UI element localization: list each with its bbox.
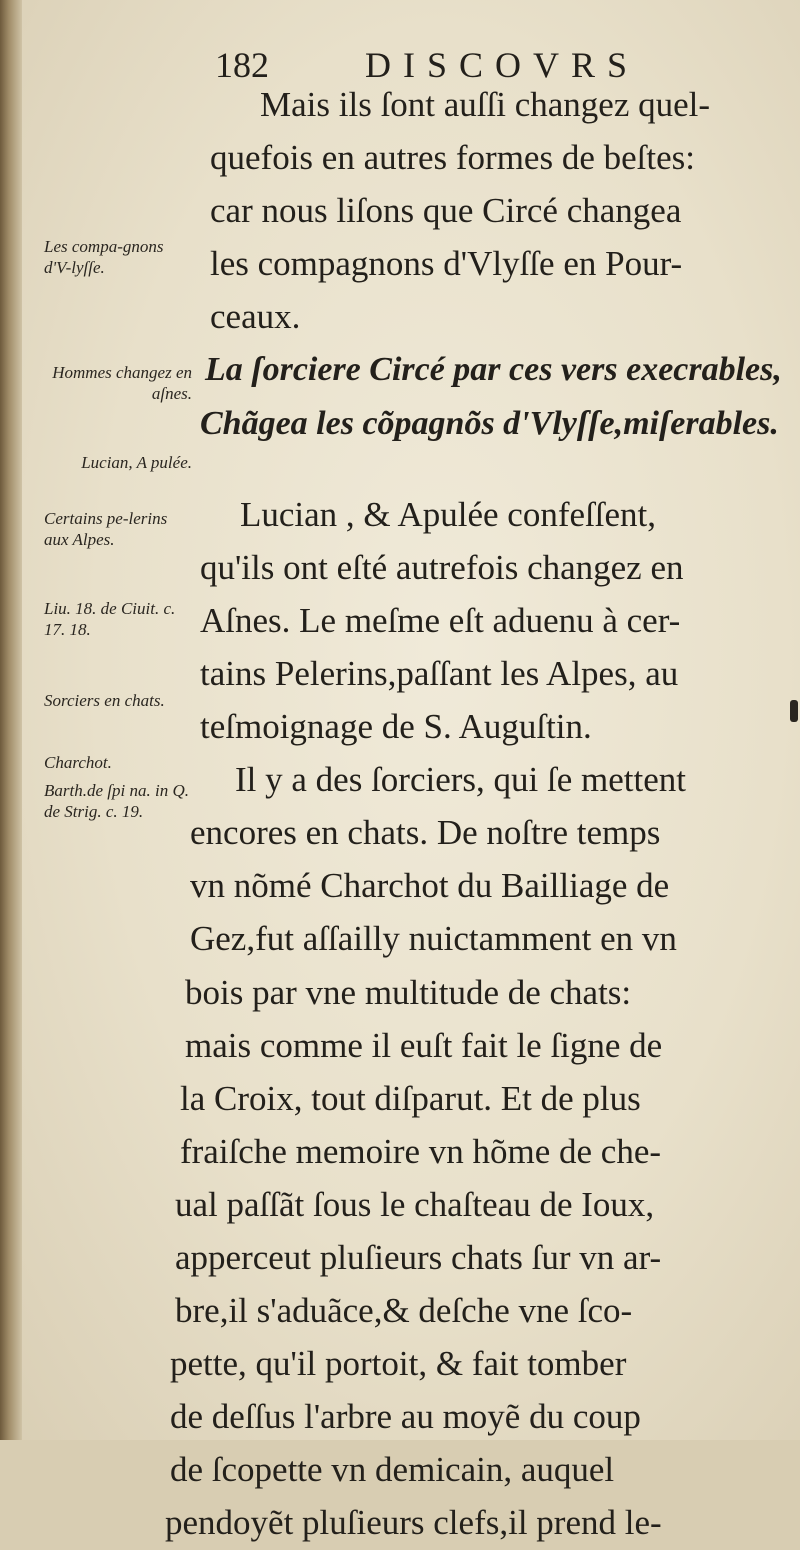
text-line: tains Pelerins,paſſant les Alpes, au (200, 653, 679, 693)
margin-note: Charchot. (44, 753, 112, 772)
text-line: bois par vne multitude de chats: (185, 972, 632, 1012)
text-line: Aſnes. Le meſme eſt aduenu à cer- (200, 600, 681, 640)
text-line: fraiſche memoire vn hõme de che- (180, 1131, 662, 1171)
text-line: Il y a des ſorciers, qui ſe mettent (235, 760, 686, 800)
text-line: apperceut pluſieurs chats ſur vn ar- (175, 1237, 662, 1277)
text-line: quefois en autres formes de beſtes: (210, 138, 695, 178)
verse-line: Chãgea les cõpagnõs d'Vlyſſe,miſerables. (200, 404, 779, 442)
ink-mark (790, 700, 798, 722)
text-line: de deſſus l'arbre au moyẽ du coup (170, 1397, 641, 1437)
verse-line: La ſorciere Circé par ces vers execrables, (205, 351, 782, 389)
page-number: 182 (215, 45, 269, 85)
text-line: encores en chats. De noſtre temps (190, 813, 661, 853)
text-line: la Croix, tout diſparut. Et de plus (180, 1078, 641, 1118)
text-line: pette, qu'il portoit, & fait tomber (170, 1344, 627, 1384)
margin-note: Certains pe-lerins aux Alpes. (44, 509, 168, 549)
margin-note: Barth.de ſpi na. in Q. de Strig. c. 19. (44, 781, 189, 821)
running-head: DISCOVRS (365, 45, 640, 85)
book-gutter (0, 0, 22, 1440)
margin-note: Sorciers en chats. (44, 691, 165, 710)
margin-note: Liu. 18. de Ciuit. c. 17. 18. (44, 599, 176, 639)
text-line: qu'ils ont eſté autrefois changez en (200, 547, 684, 587)
text-line: de ſcopette vn demicain, auquel (170, 1450, 615, 1490)
text-line: les compagnons d'Vlyſſe en Pour- (210, 244, 683, 284)
text-line: ceaux. (210, 297, 301, 337)
text-line: car nous liſons que Circé changea (210, 191, 682, 231)
text-line: teſmoignage de S. Auguſtin. (200, 707, 592, 747)
text-line: bre,il s'aduãce,& deſche vne ſco- (175, 1291, 633, 1331)
margin-note: Hommes changez en aſnes. (52, 363, 192, 403)
text-line: Lucian , & Apulée confeſſent, (240, 494, 656, 534)
margin-note: Lucian, A pulée. (81, 453, 192, 472)
text-line: Gez,fut aſſailly nuictamment en vn (190, 919, 677, 959)
body-text (160, 78, 782, 1550)
verse-gap (160, 450, 770, 488)
text-line: vn nõmé Charchot du Bailliage de (190, 866, 670, 906)
text-line: pendoyẽt pluſieurs clefs,il prend le- (165, 1503, 662, 1543)
text-line: ual paſſãt ſous le chaſteau de Ioux, (175, 1184, 655, 1224)
margin-note: Les compa-gnons d'V-lyſſe. (44, 237, 164, 277)
text-line: mais comme il euſt fait le ſigne de (185, 1025, 663, 1065)
text-line: Mais ils ſont auſſi changez quel- (260, 85, 711, 124)
